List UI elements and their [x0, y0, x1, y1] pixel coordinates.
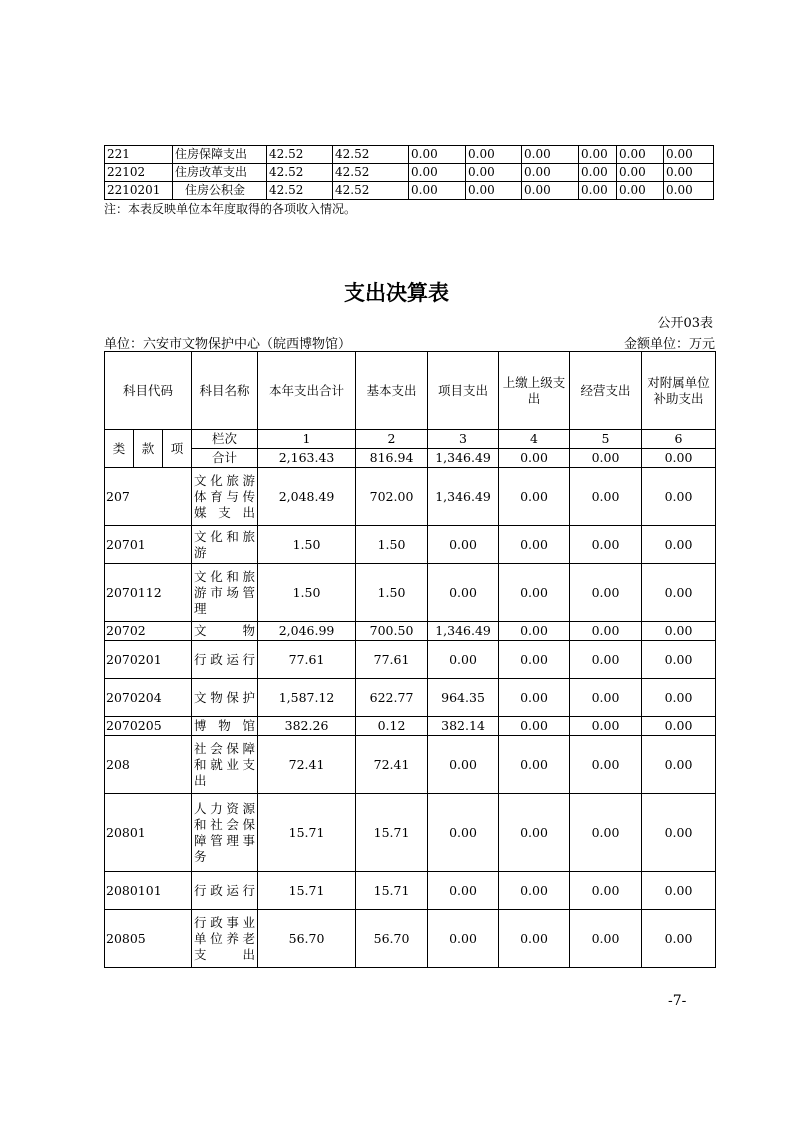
- row-name: 博物馆: [192, 717, 258, 736]
- income-row: [105, 146, 714, 164]
- col-number: 3: [428, 430, 499, 449]
- row-value: 0.00: [428, 910, 499, 968]
- income-row-value: 0.00: [664, 146, 714, 164]
- row-value: 0.00: [570, 526, 642, 564]
- row-code: 20805: [105, 910, 192, 968]
- row-value: 0.00: [642, 910, 716, 968]
- row-name: 文化旅游体育与传媒支出: [192, 468, 258, 526]
- income-row-value: 0.00: [617, 182, 664, 200]
- income-row-value: 42.52: [333, 146, 409, 164]
- row-name: 行政运行: [192, 872, 258, 910]
- total-value: 0.00: [570, 449, 642, 468]
- row-value: 0.00: [570, 717, 642, 736]
- row-value: 0.00: [570, 468, 642, 526]
- row-value: 0.00: [499, 717, 570, 736]
- row-value: 0.00: [642, 717, 716, 736]
- row-value: 72.41: [258, 736, 356, 794]
- expenditure-row: [105, 468, 716, 526]
- row-value: 0.12: [356, 717, 428, 736]
- row-code: 208: [105, 736, 192, 794]
- row-code: 2070204: [105, 679, 192, 717]
- form-code: 公开03表: [657, 316, 713, 331]
- row-value: 0.00: [428, 641, 499, 679]
- header-project: 项目支出: [428, 352, 499, 430]
- page-title: 支出决算表: [344, 281, 449, 305]
- income-row-value: 0.00: [664, 164, 714, 182]
- header-upper: 上缴上级支出: [499, 352, 570, 430]
- row-value: 700.50: [356, 622, 428, 641]
- row-value: 77.61: [356, 641, 428, 679]
- income-row-value: 42.52: [333, 182, 409, 200]
- income-table-continuation: [104, 145, 714, 200]
- row-value: 382.26: [258, 717, 356, 736]
- page-number: -7-: [668, 993, 687, 1009]
- row-value: 0.00: [499, 526, 570, 564]
- row-code: 2070201: [105, 641, 192, 679]
- income-row-value: 42.52: [267, 164, 333, 182]
- row-value: 0.00: [642, 872, 716, 910]
- header-xiang: 项: [163, 430, 192, 468]
- income-row-value: 42.52: [267, 182, 333, 200]
- row-value: 0.00: [570, 910, 642, 968]
- row-value: 964.35: [428, 679, 499, 717]
- row-name: 文化和旅游: [192, 526, 258, 564]
- header-lei: 类: [105, 430, 134, 468]
- expenditure-row: [105, 872, 716, 910]
- income-row-value: 0.00: [409, 164, 466, 182]
- total-value: 0.00: [642, 449, 716, 468]
- row-code: 20702: [105, 622, 192, 641]
- col-number: 1: [258, 430, 356, 449]
- income-row-name: 住房改革支出: [173, 164, 267, 182]
- row-value: 0.00: [499, 794, 570, 872]
- row-value: 0.00: [642, 622, 716, 641]
- income-row-value: 0.00: [664, 182, 714, 200]
- income-row-value: 0.00: [522, 164, 579, 182]
- income-row-name: 住房保障支出: [173, 146, 267, 164]
- row-value: 0.00: [428, 526, 499, 564]
- total-value: 1,346.49: [428, 449, 499, 468]
- row-name: 文物保护: [192, 679, 258, 717]
- expenditure-row: [105, 794, 716, 872]
- row-value: 0.00: [428, 872, 499, 910]
- row-value: 2,048.49: [258, 468, 356, 526]
- reporting-unit: 单位：六安市文物保护中心（皖西博物馆）: [104, 337, 352, 352]
- row-value: 0.00: [642, 736, 716, 794]
- income-row-code: 22102: [105, 164, 173, 182]
- row-code: 207: [105, 468, 192, 526]
- income-row-value: 0.00: [579, 146, 617, 164]
- expenditure-row: [105, 526, 716, 564]
- row-value: 15.71: [258, 794, 356, 872]
- row-value: 1.50: [258, 564, 356, 622]
- total-value: 2,163.43: [258, 449, 356, 468]
- expenditure-row: [105, 736, 716, 794]
- row-value: 0.00: [499, 468, 570, 526]
- row-value: 0.00: [642, 679, 716, 717]
- col-number: 2: [356, 430, 428, 449]
- row-name: 行政运行: [192, 641, 258, 679]
- row-code: 20701: [105, 526, 192, 564]
- expenditure-row: [105, 679, 716, 717]
- row-value: 72.41: [356, 736, 428, 794]
- row-value: 1.50: [356, 526, 428, 564]
- row-value: 382.14: [428, 717, 499, 736]
- row-value: 0.00: [570, 736, 642, 794]
- row-name: 文物: [192, 622, 258, 641]
- header-kuan: 款: [134, 430, 163, 468]
- total-label: 合计: [192, 449, 258, 468]
- row-value: 1.50: [356, 564, 428, 622]
- row-name: 文化和旅游市场管理: [192, 564, 258, 622]
- row-value: 0.00: [428, 736, 499, 794]
- income-row: [105, 164, 714, 182]
- income-row-value: 0.00: [466, 164, 522, 182]
- row-value: 0.00: [499, 564, 570, 622]
- expenditure-row: [105, 622, 716, 641]
- col-number: 4: [499, 430, 570, 449]
- income-row-value: 0.00: [522, 146, 579, 164]
- income-row-value: 0.00: [409, 182, 466, 200]
- row-value: 1,587.12: [258, 679, 356, 717]
- header-lanci: 栏次: [192, 430, 258, 449]
- row-value: 56.70: [258, 910, 356, 968]
- row-name: 行政事业单位养老支出: [192, 910, 258, 968]
- col-number: 5: [570, 430, 642, 449]
- amount-unit: 金额单位：万元: [623, 337, 715, 352]
- income-row-value: 0.00: [617, 164, 664, 182]
- income-row: [105, 182, 714, 200]
- income-row-code: 2210201: [105, 182, 173, 200]
- income-row-value: 0.00: [579, 182, 617, 200]
- row-value: 0.00: [499, 872, 570, 910]
- row-value: 0.00: [428, 564, 499, 622]
- row-value: 56.70: [356, 910, 428, 968]
- income-row-code: 221: [105, 146, 173, 164]
- row-code: 20801: [105, 794, 192, 872]
- row-value: 0.00: [570, 622, 642, 641]
- row-code: 2070205: [105, 717, 192, 736]
- expenditure-row: [105, 910, 716, 968]
- row-value: 0.00: [570, 641, 642, 679]
- row-value: 0.00: [499, 622, 570, 641]
- income-row-value: 0.00: [466, 146, 522, 164]
- row-name: 社会保障和就业支出: [192, 736, 258, 794]
- row-value: 0.00: [428, 794, 499, 872]
- row-value: 622.77: [356, 679, 428, 717]
- row-value: 0.00: [642, 564, 716, 622]
- row-value: 2,046.99: [258, 622, 356, 641]
- row-value: 0.00: [570, 794, 642, 872]
- row-value: 0.00: [570, 679, 642, 717]
- row-code: 2080101: [105, 872, 192, 910]
- row-value: 0.00: [642, 641, 716, 679]
- header-basic: 基本支出: [356, 352, 428, 430]
- row-value: 0.00: [499, 910, 570, 968]
- row-value: 1,346.49: [428, 468, 499, 526]
- expenditure-row: [105, 717, 716, 736]
- header-code: 科目代码: [105, 352, 192, 430]
- row-value: 0.00: [570, 564, 642, 622]
- col-number: 6: [642, 430, 716, 449]
- row-value: 15.71: [356, 794, 428, 872]
- total-value: 816.94: [356, 449, 428, 468]
- row-value: 0.00: [499, 679, 570, 717]
- row-name: 人力资源和社会保障管理事务: [192, 794, 258, 872]
- row-value: 0.00: [499, 736, 570, 794]
- row-value: 1.50: [258, 526, 356, 564]
- income-row-value: 42.52: [333, 164, 409, 182]
- row-value: 0.00: [642, 526, 716, 564]
- expenditure-row: [105, 564, 716, 622]
- row-value: 0.00: [642, 794, 716, 872]
- total-value: 0.00: [499, 449, 570, 468]
- income-row-value: 0.00: [579, 164, 617, 182]
- header-business: 经营支出: [570, 352, 642, 430]
- expenditure-table: [104, 351, 716, 968]
- header-name: 科目名称: [192, 352, 258, 430]
- row-value: 1,346.49: [428, 622, 499, 641]
- income-row-value: 0.00: [409, 146, 466, 164]
- row-code: 2070112: [105, 564, 192, 622]
- income-row-value: 42.52: [267, 146, 333, 164]
- row-value: 702.00: [356, 468, 428, 526]
- income-row-value: 0.00: [466, 182, 522, 200]
- header-total: 本年支出合计: [258, 352, 356, 430]
- row-value: 15.71: [258, 872, 356, 910]
- row-value: 0.00: [499, 641, 570, 679]
- header-subsidiary: 对附属单位补助支出: [642, 352, 716, 430]
- row-value: 77.61: [258, 641, 356, 679]
- income-row-name: 住房公积金: [173, 182, 267, 200]
- income-row-value: 0.00: [617, 146, 664, 164]
- row-value: 0.00: [570, 872, 642, 910]
- expenditure-row: [105, 641, 716, 679]
- row-value: 15.71: [356, 872, 428, 910]
- income-table-note: 注：本表反映单位本年度取得的各项收入情况。: [104, 202, 357, 216]
- income-row-value: 0.00: [522, 182, 579, 200]
- row-value: 0.00: [642, 468, 716, 526]
